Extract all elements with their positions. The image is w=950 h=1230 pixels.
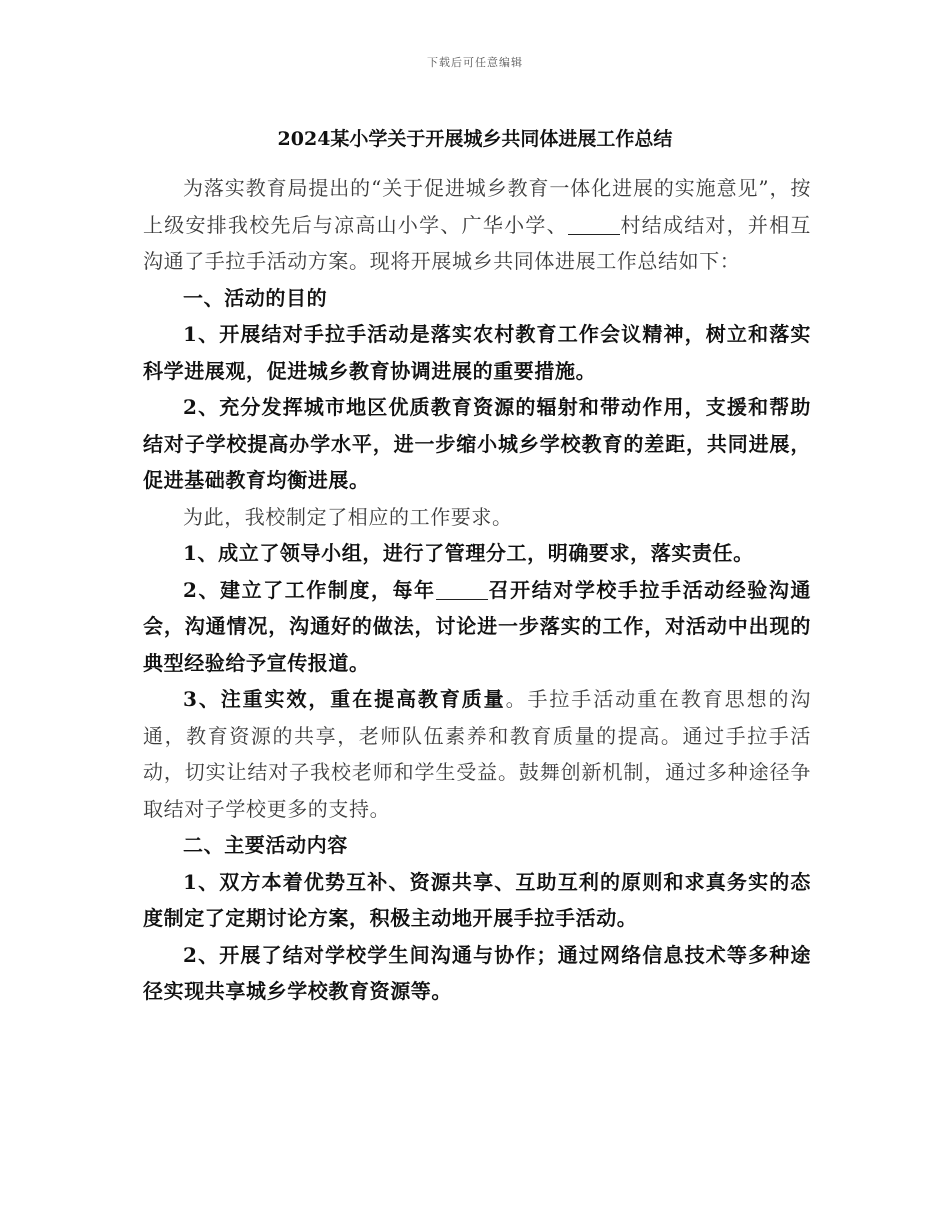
requirement-item-3 xyxy=(143,681,811,827)
intro-text-b: 村结成结对，并相互沟通了手拉手活动方案。现将开展城乡共同体进展工作总结如下： xyxy=(143,212,811,273)
blank-underline-2 xyxy=(436,579,488,600)
header-note: 下载后可任意编辑 xyxy=(427,56,523,69)
intro-text-a: 为落实教育局提出的“关于促进城乡教育一体化进展的实施意见”，按上级安排我校先后与凉高山小学、广华小学、 xyxy=(143,176,811,237)
requirement-item-2 xyxy=(143,572,811,682)
document-body xyxy=(143,170,811,1010)
req-3-rest-text: 。手拉手活动重在教育思想的沟通，教育资源的共享，老师队伍素养和教育质量的提高。通过手拉手活动，切实让结对子我校老师和学生受益。鼓舞创新机制，通过多种途径争取结对子学校更多的支持。 xyxy=(143,687,811,821)
document-title: 2024某小学关于开展城乡共同体进展工作总结 xyxy=(277,128,673,150)
purpose-item-2: 2、充分发挥城市地区优质教育资源的辐射和带动作用，支援和帮助结对子学校提高办学水平，进一步缩小城乡学校教育的差距，共同进展，促进基础教育均衡进展。 xyxy=(143,395,811,492)
requirements-intro: 为此，我校制定了相应的工作要求。 xyxy=(183,504,513,529)
req-3-bold-text: 3、注重实效，重在提高教育质量 xyxy=(183,687,506,711)
section-1-heading: 一、活动的目的 xyxy=(183,285,328,310)
intro-paragraph xyxy=(143,170,811,280)
section-2-heading: 二、主要活动内容 xyxy=(183,833,348,857)
req-2-text-a: 2、建立了工作制度，每年 xyxy=(183,577,436,602)
req-2-text-b: 召开结对学校手拉手活动经验沟通会，沟通情况，沟通好的做法，讨论进一步落实的工作，对活动中出现的典型经验给予宣传报道。 xyxy=(143,577,811,675)
blank-underline-1 xyxy=(568,214,620,235)
requirement-item-1: 1、成立了领导小组，进行了管理分工，明确要求，落实责任。 xyxy=(183,541,754,565)
activity-item-1: 1、双方本着优势互补、资源共享、互助互利的原则和求真务实的态度制定了定期讨论方案，积极主动地开展手拉手活动。 xyxy=(143,869,811,930)
activity-item-2: 2、开展了结对学校学生间沟通与协作；通过网络信息技术等多种途径实现共享城乡学校教育资源等。 xyxy=(143,942,811,1003)
purpose-item-1: 1、开展结对手拉手活动是落实农村教育工作会议精神，树立和落实科学进展观，促进城乡教育协调进展的重要措施。 xyxy=(143,322,811,383)
